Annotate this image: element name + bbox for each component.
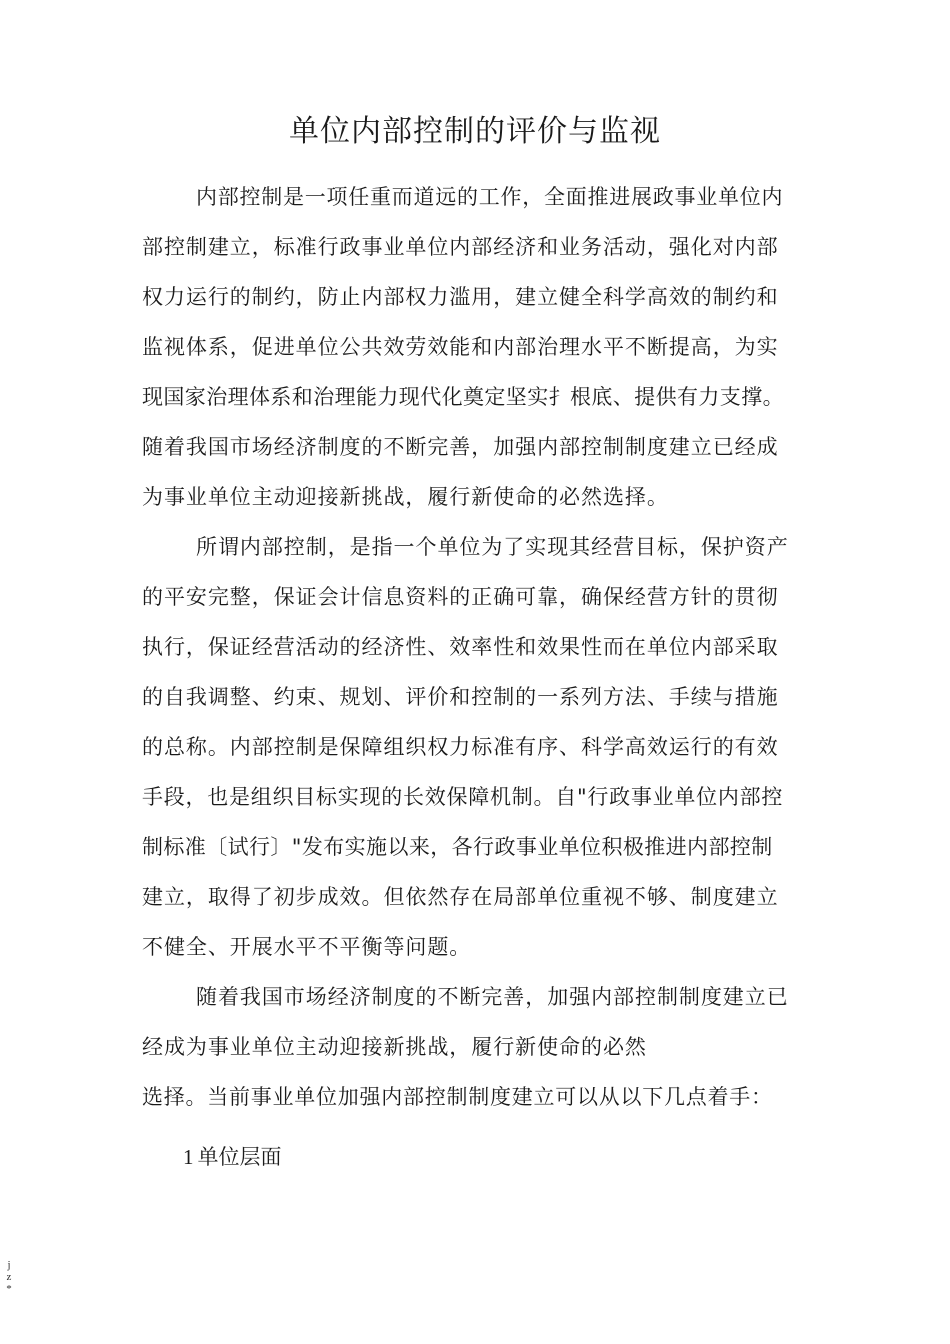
- paragraph-2-line-7: 制标准〔试行〕"发布实施以来，各行政事业单位积极推进内部控制: [142, 835, 773, 859]
- paragraph-1-line-7: 为事业单位主动迎接新挑战，履行新使命的必然选择。: [142, 485, 669, 509]
- paragraph-1-line-1: 内部控制是一项任重而道远的工作，全面推进展政事业单位内: [196, 185, 784, 209]
- paragraph-2-line-8: 建立，取得了初步成效。但依然存在局部单位重视不够、制度建立: [142, 885, 779, 909]
- margin-mark-char-1: j: [7, 1259, 11, 1271]
- paragraph-3-line-3: 选择。当前事业单位加强内部控制制度建立可以从以下几点着手：: [142, 1085, 773, 1109]
- paragraph-2-line-4: 的自我调整、约束、规划、评价和控制的一系列方法、手续与措施: [142, 685, 779, 709]
- paragraph-3-line-2: 经成为事业单位主动迎接新挑战，履行新使命的必然: [142, 1035, 647, 1059]
- section-heading-text: 单位层面: [197, 1145, 282, 1169]
- section-heading: [183, 1139, 282, 1175]
- margin-mark-char-2: z: [6, 1271, 12, 1283]
- paragraph-1-line-2: 部控制建立，标准行政事业单位内部经济和业务活动，强化对内部: [142, 235, 779, 259]
- section-number: 1: [183, 1145, 194, 1169]
- paragraph-2-line-3: 执行，保证经营活动的经济性、效率性和效果性而在单位内部采取: [142, 635, 779, 659]
- paragraph-1-line-5: 现国家治理体系和治理能力现代化奠定坚实扌根底、提供有力支撑。: [142, 385, 784, 409]
- paragraph-2-line-9: 不健全、开展水平不平衡等问题。: [142, 935, 472, 959]
- paragraph-1-line-6: 随着我国市场经济制度的不断完善，加强内部控制制度建立已经成: [142, 435, 779, 459]
- paragraph-1-line-4: 监视体系，促进单位公共效劳效能和内部治理水平不断提高，为实: [142, 335, 779, 359]
- paragraph-2-line-1: 所谓内部控制，是指一个单位为了实现其经营目标，保护资产: [196, 535, 789, 559]
- margin-mark: [4, 1259, 14, 1295]
- paragraph-2-line-6: 手段，也是组织目标实现的长效保障机制。自"行政事业单位内部控: [142, 785, 784, 809]
- paragraph-2-line-5: 的总称。内部控制是保障组织权力标准有序、科学高效运行的有效: [142, 735, 779, 759]
- paragraph-1-line-3: 权力运行的制约，防止内部权力滥用，建立健全科学高效的制约和: [142, 285, 779, 309]
- margin-mark-char-3: *: [6, 1283, 12, 1295]
- document-title: 单位内部控制的评价与监视: [289, 114, 661, 149]
- paragraph-3-line-1: 随着我国市场经济制度的不断完善，加强内部控制制度建立已: [196, 985, 789, 1009]
- paragraph-2-line-2: 的平安完整，保证会计信息资料的正确可靠，确保经营方针的贯彻: [142, 585, 779, 609]
